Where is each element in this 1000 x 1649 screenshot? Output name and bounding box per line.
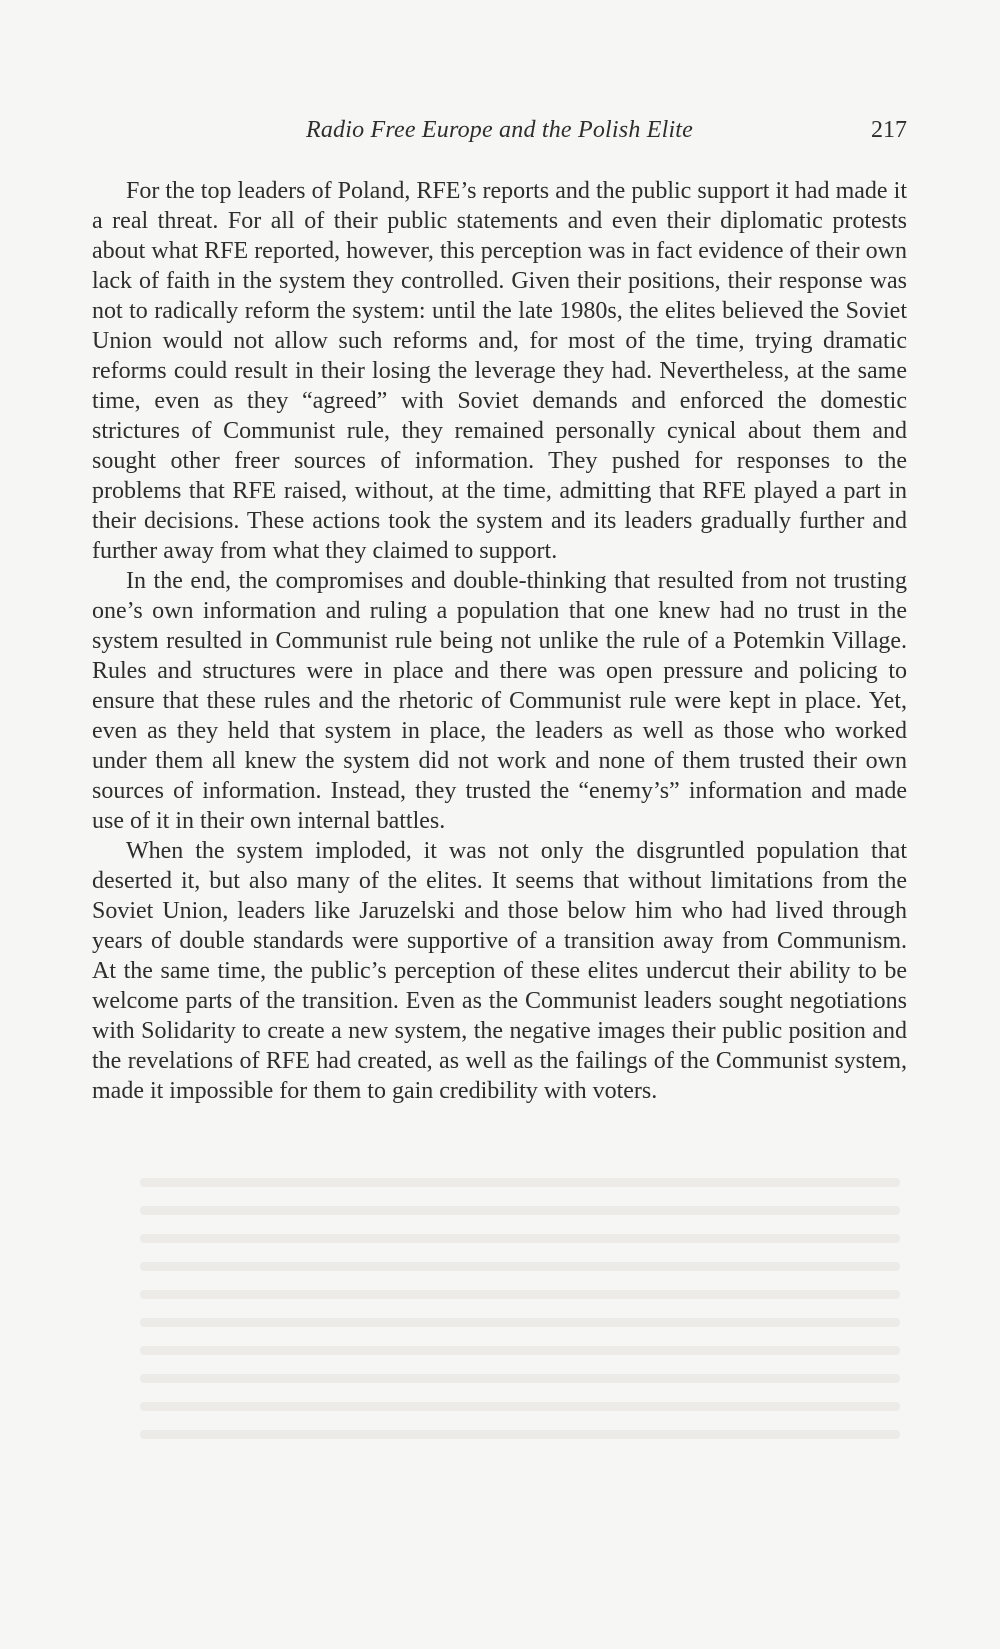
- bleed-through-line: [140, 1234, 900, 1243]
- bleed-through-line: [140, 1430, 900, 1439]
- bleed-through-line: [140, 1346, 900, 1355]
- paragraph: For the top leaders of Poland, RFE’s reports and the public support it had made it a real threat. For all of their public statements and even their diplomatic protests about what RFE reported, however, this perception was in fact evidence of their own lack of faith in the system they controlled. Given their positions, their response was not to radically reform the system: until the late 1980s, the elites believed the Soviet Union would not allow such reforms and, for most of the time, trying dramatic reforms could result in their losing the leverage they had. Nevertheless, at the same time, even as they “agreed” with Soviet demands and enforced the domestic strictures of Communist rule, they remained personally cynical about them and sought other freer sources of information. They pushed for responses to the problems that RFE raised, without, at the time, admitting that RFE played a part in their decisions. These actions took the system and its leaders gradually further and further away from what they claimed to support.: [92, 178, 907, 564]
- bleed-through-line: [140, 1374, 900, 1383]
- running-title: Radio Free Europe and the Polish Elite: [305, 117, 694, 143]
- running-head: [92, 112, 907, 148]
- body-text: [92, 176, 907, 1106]
- bleed-through-line: [140, 1206, 900, 1215]
- bleed-through-line: [140, 1178, 900, 1187]
- paragraph: When the system imploded, it was not only the disgruntled population that deserted it, but also many of the elites. It seems that without limitations from the Soviet Union, leaders like Jaruzelski and those below him who had lived through years of double standards were supportive of a transition away from Communism. At the same time, the public’s perception of these elites undercut their ability to be welcome parts of the transition. Even as the Communist leaders sought negotiations with Solidarity to create a new system, the negative images their public position and the revelations of RFE had created, as well as the failings of the Communist system, made it impossible for them to gain credibility with voters.: [92, 838, 907, 1104]
- bleed-through-line: [140, 1262, 900, 1271]
- bleed-through-line: [140, 1318, 900, 1327]
- paragraph: In the end, the compromises and double-thinking that resulted from not trusting one’s own information and ruling a population that one knew had no trust in the system resulted in Communist rule being not unlike the rule of a Potemkin Village. Rules and structures were in place and there was open pressure and policing to ensure that these rules and the rhetoric of Communist rule were kept in place. Yet, even as they held that system in place, the leaders as well as those who worked under them all knew the system did not work and none of them trusted their own sources of information. Instead, they trusted the “enemy’s” information and made use of it in their own internal battles.: [92, 568, 907, 834]
- bleed-through-line: [140, 1290, 900, 1299]
- page-number: 217: [871, 117, 907, 143]
- bleed-through-line: [140, 1402, 900, 1411]
